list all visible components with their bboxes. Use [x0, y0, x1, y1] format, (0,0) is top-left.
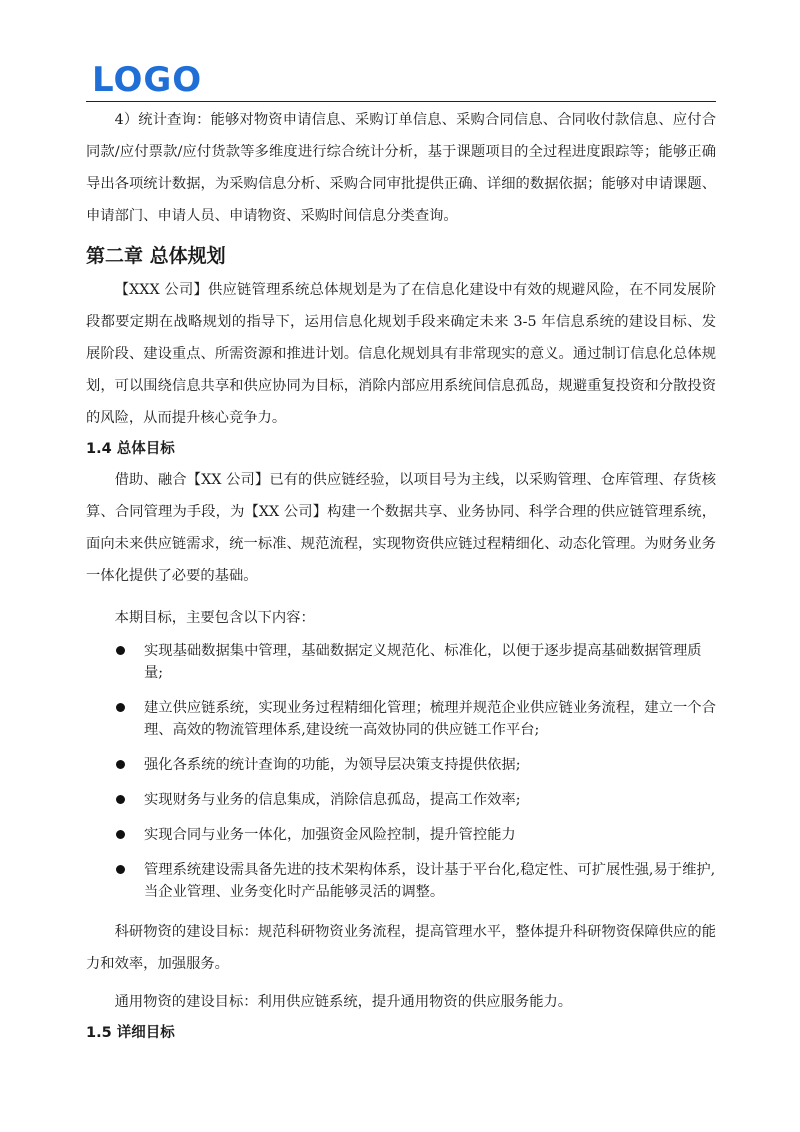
list-item-text: 管理系统建设需具备先进的技术架构体系，设计基于平台化,稳定性、可扩展性强,易于维护,当企业管理、业务变化时产品能够灵活的调整。	[144, 862, 716, 900]
paragraph-overall-goal: 借助、融合【XX 公司】已有的供应链经验，以项目号为主线，以采购管理、仓库管理、存货核算、合同管理为手段，为【XX 公司】构建一个数据共享、业务协同、科学合理的供应链管理系统，面向未来供应链需求，统一标准、规范流程，实现物资供应链过程精细化、动态化管理。为财务业务一体化提供了必要的基础。	[86, 472, 716, 584]
section-heading-1-5: 1.5 详细目标	[86, 1025, 175, 1041]
bullet-dot-icon	[116, 646, 125, 655]
bullet-dot-icon	[116, 830, 125, 839]
document-body	[86, 104, 716, 1048]
list-item	[86, 824, 716, 846]
chapter-title: 第二章 总体规划	[86, 245, 226, 267]
list-item	[86, 754, 716, 776]
list-item-text: 建立供应链系统，实现业务过程精细化管理；梳理并规范企业供应链业务流程，建立一个合理、高效的物流管理体系,建设统一高效协同的供应链工作平台;	[144, 700, 716, 738]
paragraph-chapter-intro: 【XXX 公司】供应链管理系统总体规划是为了在信息化建设中有效的规避风险，在不同发展阶段都要定期在战略规划的指导下，运用信息化规划手段来确定未来 3-5 年信息系统的建设目标、发展阶段、建设重点、所需资源和推进计划。信息化规划具有非常现实的意义。通过制订信息化总体规划，可以围绕信息共享和供应协同为目标，消除内部应用系统间信息孤岛，规避重复投资和分散投资的风险，从而提升核心竞争力。	[86, 282, 716, 426]
paragraph-research-goal: 科研物资的建设目标：规范科研物资业务流程，提高管理水平，整体提升科研物资保障供应的能力和效率，加强服务。	[86, 924, 716, 972]
list-item-text: 强化各系统的统计查询的功能，为领导层决策支持提供依据;	[144, 757, 521, 773]
list-item-text: 实现基础数据集中管理，基础数据定义规范化、标准化，以便于逐步提高基础数据管理质量;	[144, 643, 702, 681]
list-item	[86, 859, 716, 903]
paragraph-general-goal: 通用物资的建设目标：利用供应链系统，提升通用物资的供应服务能力。	[114, 994, 573, 1010]
list-item-text: 实现财务与业务的信息集成，消除信息孤岛，提高工作效率;	[144, 792, 521, 808]
bullet-dot-icon	[116, 703, 125, 712]
bullet-dot-icon	[116, 865, 125, 874]
goals-list	[86, 640, 716, 903]
paragraph-goals-intro: 本期目标，主要包含以下内容：	[114, 610, 315, 626]
bullet-dot-icon	[116, 795, 125, 804]
section-heading-1-4: 1.4 总体目标	[86, 441, 175, 457]
list-item-text: 实现合同与业务一体化，加强资金风险控制，提升管控能力	[144, 827, 516, 843]
logo: LOGO	[92, 60, 203, 100]
list-item	[86, 697, 716, 741]
header-divider	[86, 101, 716, 102]
list-item	[86, 789, 716, 811]
paragraph-statistics-query: 4）统计查询：能够对物资申请信息、采购订单信息、采购合同信息、合同收付款信息、应付合同款/应付票款/应付货款等多维度进行综合统计分析，基于课题项目的全过程进度跟踪等；能够正确导出各项统计数据，为采购信息分析、采购合同审批提供正确、详细的数据依据；能够对申请课题、申请部门、申请人员、申请物资、采购时间信息分类查询。	[86, 112, 716, 224]
list-item	[86, 640, 716, 684]
bullet-dot-icon	[116, 760, 125, 769]
